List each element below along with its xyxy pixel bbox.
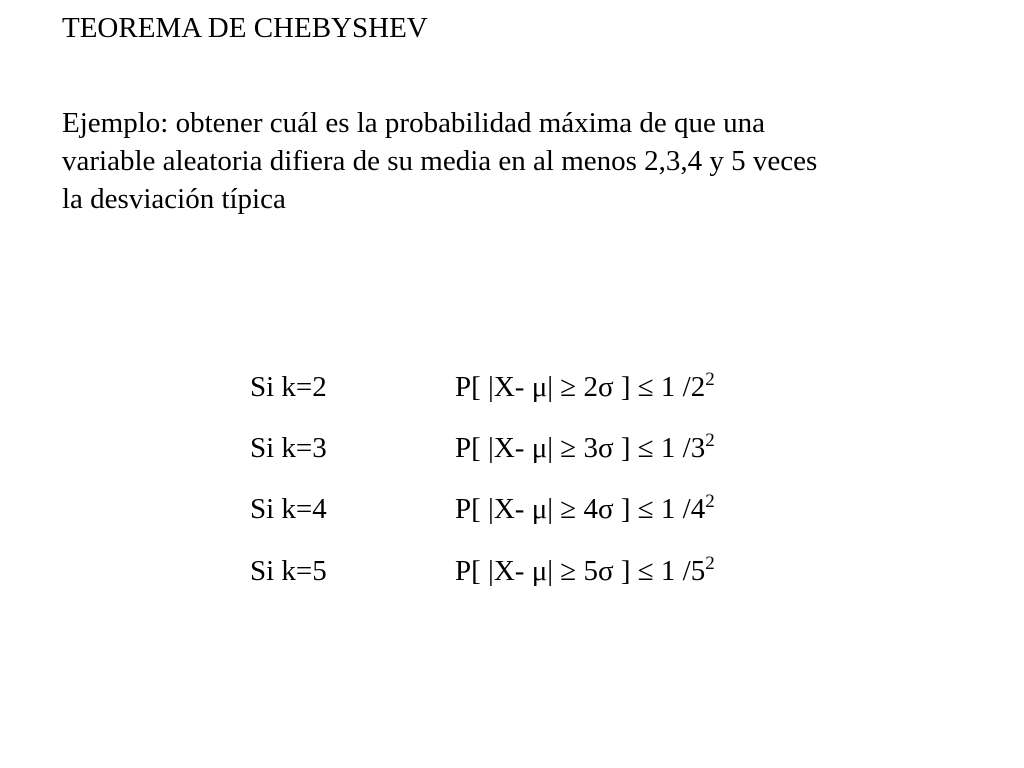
case-formula: [455, 489, 715, 533]
case-k-label: Si k=5: [250, 555, 327, 587]
case-formula: [455, 551, 715, 595]
case-formula: [455, 367, 715, 411]
case-formula: [455, 428, 715, 472]
case-k-label: Si k=3: [250, 432, 327, 464]
formula-text: P[ |X- μ| ≥ 5σ ] ≤ 1 /5: [455, 555, 706, 587]
formula-text: P[ |X- μ| ≥ 2σ ] ≤ 1 /2: [455, 371, 706, 403]
case-k-label: Si k=2: [250, 371, 327, 403]
case-k-label: Si k=4: [250, 493, 327, 525]
example-line-2: variable aleatoria difiera de su media en al menos 2,3,4 y 5 veces: [62, 145, 818, 177]
slide-title: TEOREMA DE CHEBYSHEV: [62, 12, 428, 44]
formula-exponent: 2: [705, 369, 715, 390]
example-line-3: la desviación típica: [62, 183, 286, 215]
formula-exponent: 2: [705, 430, 715, 451]
formula-exponent: 2: [705, 491, 715, 512]
formula-text: P[ |X- μ| ≥ 4σ ] ≤ 1 /4: [455, 493, 706, 525]
formula-text: P[ |X- μ| ≥ 3σ ] ≤ 1 /3: [455, 432, 706, 464]
example-text: [62, 104, 982, 218]
formula-exponent: 2: [705, 553, 715, 574]
example-line-1: Ejemplo: obtener cuál es la probabilidad máxima de que una: [62, 107, 766, 139]
